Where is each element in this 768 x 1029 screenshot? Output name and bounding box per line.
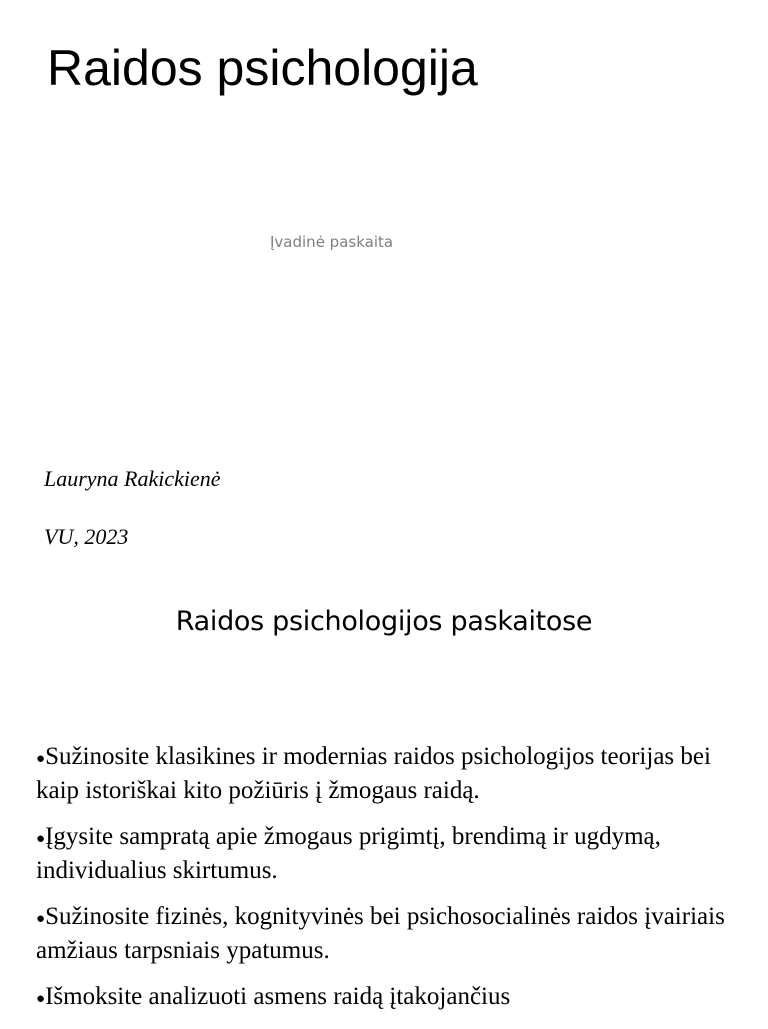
affiliation-year: VU, 2023 bbox=[44, 524, 129, 549]
bullet-list bbox=[36, 741, 756, 1029]
author-name: Lauryna Rakickienė bbox=[44, 466, 221, 491]
bullet-dot-icon: ● bbox=[36, 911, 46, 927]
bullet-dot-icon: ● bbox=[36, 751, 46, 767]
slide-subtitle: Įvadinė paskaita bbox=[270, 233, 394, 251]
bullet-text: Sužinosite fizinės, kognityvinės bei psichosocialinės raidos įvairiais amžiaus tarpsniais ypatumus. bbox=[36, 903, 725, 964]
bullet-text: Įgysite sampratą apie žmogaus prigimtį, brendimą ir ugdymą, individualius skirtumus. bbox=[36, 823, 661, 884]
section-title: Raidos psichologijos paskaitose bbox=[175, 606, 593, 637]
slide-title: Raidos psichologija bbox=[47, 40, 478, 96]
bullet-item bbox=[36, 821, 756, 887]
bullet-item bbox=[36, 741, 756, 807]
bullet-item bbox=[36, 901, 756, 967]
bullet-item bbox=[36, 981, 756, 1015]
bullet-dot-icon: ● bbox=[36, 831, 46, 847]
bullet-dot-icon: ● bbox=[36, 991, 46, 1007]
bullet-text: Sužinosite klasikines ir modernias raidos psichologijos teorijas bei kaip istoriškai kito požiūris į žmogaus raidą. bbox=[36, 743, 711, 804]
bullet-text: Išmoksite analizuoti asmens raidą įtakojančius bbox=[45, 983, 511, 1010]
